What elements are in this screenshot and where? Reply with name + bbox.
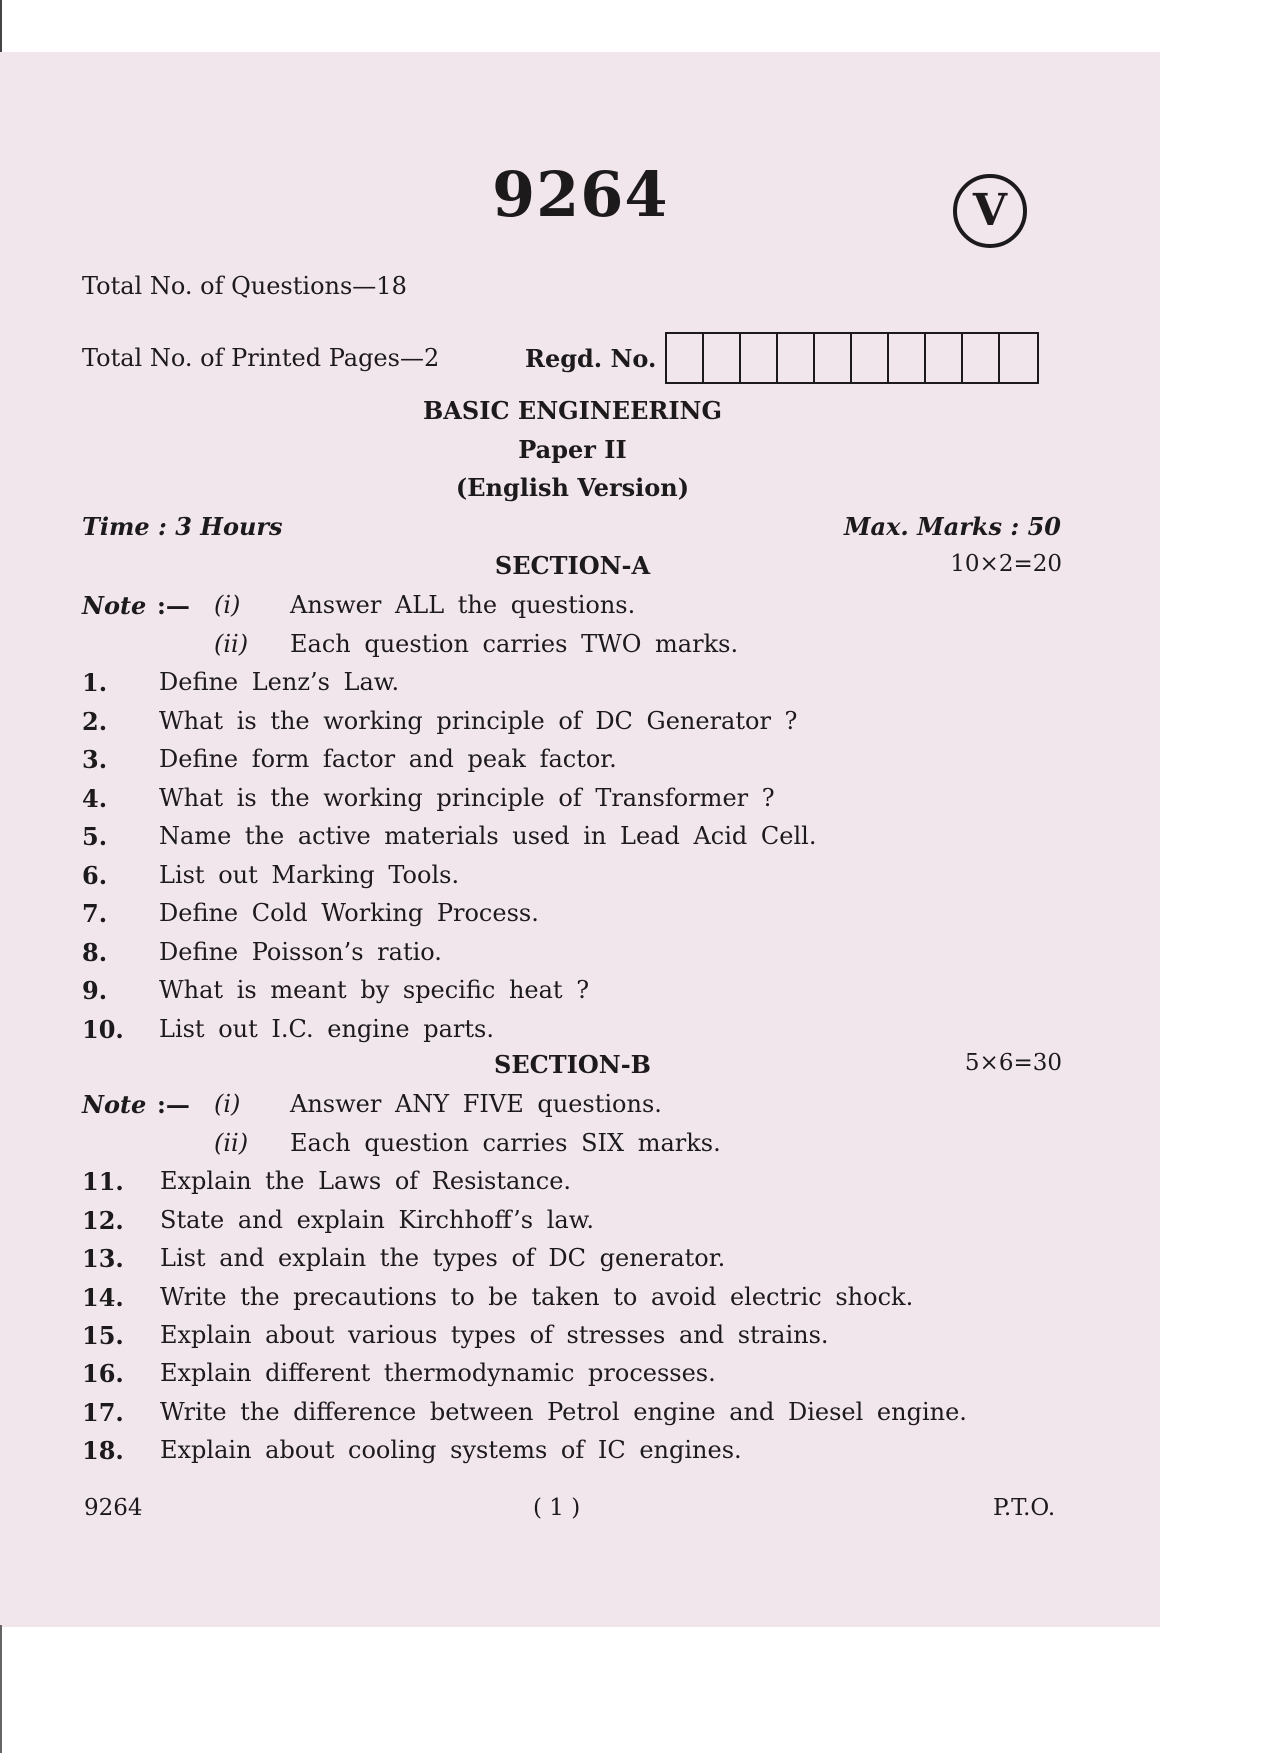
page-number: ( 1 ) — [533, 1495, 581, 1521]
regd-digit-box[interactable] — [741, 334, 778, 382]
regd-digit-box[interactable] — [778, 334, 815, 382]
page-edge-line — [0, 0, 2, 52]
question-text: List and explain the types of DC generator. — [160, 1244, 726, 1272]
section-a-note-separator: :— — [157, 591, 190, 620]
question-text: Name the active materials used in Lead Acid Cell. — [159, 822, 817, 850]
question-number: 7. — [82, 899, 108, 928]
total-questions: Total No. of Questions—18 — [82, 272, 407, 300]
section-b-marks: 5×6=30 — [964, 1050, 1062, 1076]
regd-digit-box[interactable] — [704, 334, 741, 382]
question-number: 15. — [82, 1321, 124, 1350]
question-text: Write the precautions to be taken to avoid electric shock. — [160, 1283, 914, 1311]
question-number: 1. — [82, 668, 108, 697]
regd-digit-box[interactable] — [852, 334, 889, 382]
max-marks: Max. Marks : 50 — [843, 512, 1061, 541]
question-text: What is meant by specific heat ? — [159, 976, 590, 1004]
question-text: List out I.C. engine parts. — [159, 1015, 494, 1043]
section-a-title: SECTION-A — [494, 551, 651, 580]
question-number: 2. — [82, 707, 108, 736]
note-roman: (i) — [214, 591, 241, 619]
question-number: 12. — [82, 1206, 124, 1235]
subject-title: BASIC ENGINEERING — [422, 396, 722, 425]
question-text: Define form factor and peak factor. — [159, 745, 617, 773]
version-badge: V — [953, 174, 1027, 248]
question-number: 3. — [82, 745, 108, 774]
note-text: Answer ANY FIVE questions. — [290, 1090, 662, 1118]
question-text: Explain about various types of stresses and strains. — [160, 1321, 829, 1349]
question-number: 8. — [82, 938, 108, 967]
question-number: 4. — [82, 784, 108, 813]
note-roman: (ii) — [214, 1129, 249, 1157]
section-b-note-label: Note — [82, 1090, 147, 1119]
section-a-marks: 10×2=20 — [950, 551, 1062, 577]
question-number: 13. — [82, 1244, 124, 1273]
paper-number: Paper II — [518, 435, 627, 464]
question-number: 14. — [82, 1283, 124, 1312]
question-text: State and explain Kirchhoff’s law. — [160, 1206, 595, 1234]
total-printed-pages: Total No. of Printed Pages—2 — [82, 344, 440, 372]
section-b-title: SECTION-B — [494, 1050, 651, 1079]
paper-code: 9264 — [492, 158, 669, 231]
please-turn-over: P.T.O. — [993, 1495, 1056, 1521]
question-text: Define Lenz’s Law. — [159, 668, 400, 696]
section-b-note-separator: :— — [157, 1090, 190, 1119]
note-text: Answer ALL the questions. — [290, 591, 636, 619]
question-text: Define Poisson’s ratio. — [159, 938, 442, 966]
question-number: 17. — [82, 1398, 124, 1427]
exam-time: Time : 3 Hours — [82, 512, 283, 541]
question-number: 16. — [82, 1359, 124, 1388]
footer-paper-code: 9264 — [84, 1495, 143, 1521]
regd-no-boxes[interactable] — [665, 332, 1039, 384]
regd-digit-box[interactable] — [667, 334, 704, 382]
regd-digit-box[interactable] — [926, 334, 963, 382]
note-text: Each question carries TWO marks. — [290, 630, 739, 658]
question-text: Explain different thermodynamic processes. — [160, 1359, 716, 1387]
question-text: What is the working principle of DC Generator ? — [159, 707, 798, 735]
note-text: Each question carries SIX marks. — [290, 1129, 721, 1157]
question-text: Explain the Laws of Resistance. — [160, 1167, 572, 1195]
question-text: List out Marking Tools. — [159, 861, 460, 889]
note-roman: (ii) — [214, 630, 249, 658]
question-number: 11. — [82, 1167, 124, 1196]
regd-digit-box[interactable] — [1000, 334, 1037, 382]
language-version: (English Version) — [455, 473, 690, 502]
question-number: 6. — [82, 861, 108, 890]
question-text: Explain about cooling systems of IC engines. — [160, 1436, 742, 1464]
question-number: 10. — [82, 1015, 124, 1044]
regd-no-label: Regd. No. — [525, 344, 657, 373]
regd-digit-box[interactable] — [963, 334, 1000, 382]
question-number: 9. — [82, 976, 108, 1005]
question-text: Define Cold Working Process. — [159, 899, 539, 927]
question-text: What is the working principle of Transformer ? — [159, 784, 775, 812]
regd-digit-box[interactable] — [889, 334, 926, 382]
section-a-note-label: Note — [82, 591, 147, 620]
regd-digit-box[interactable] — [815, 334, 852, 382]
question-number: 5. — [82, 822, 108, 851]
question-number: 18. — [82, 1436, 124, 1465]
question-text: Write the difference between Petrol engine and Diesel engine. — [160, 1398, 967, 1426]
page-edge-line-bottom — [0, 1625, 2, 1753]
note-roman: (i) — [214, 1090, 241, 1118]
